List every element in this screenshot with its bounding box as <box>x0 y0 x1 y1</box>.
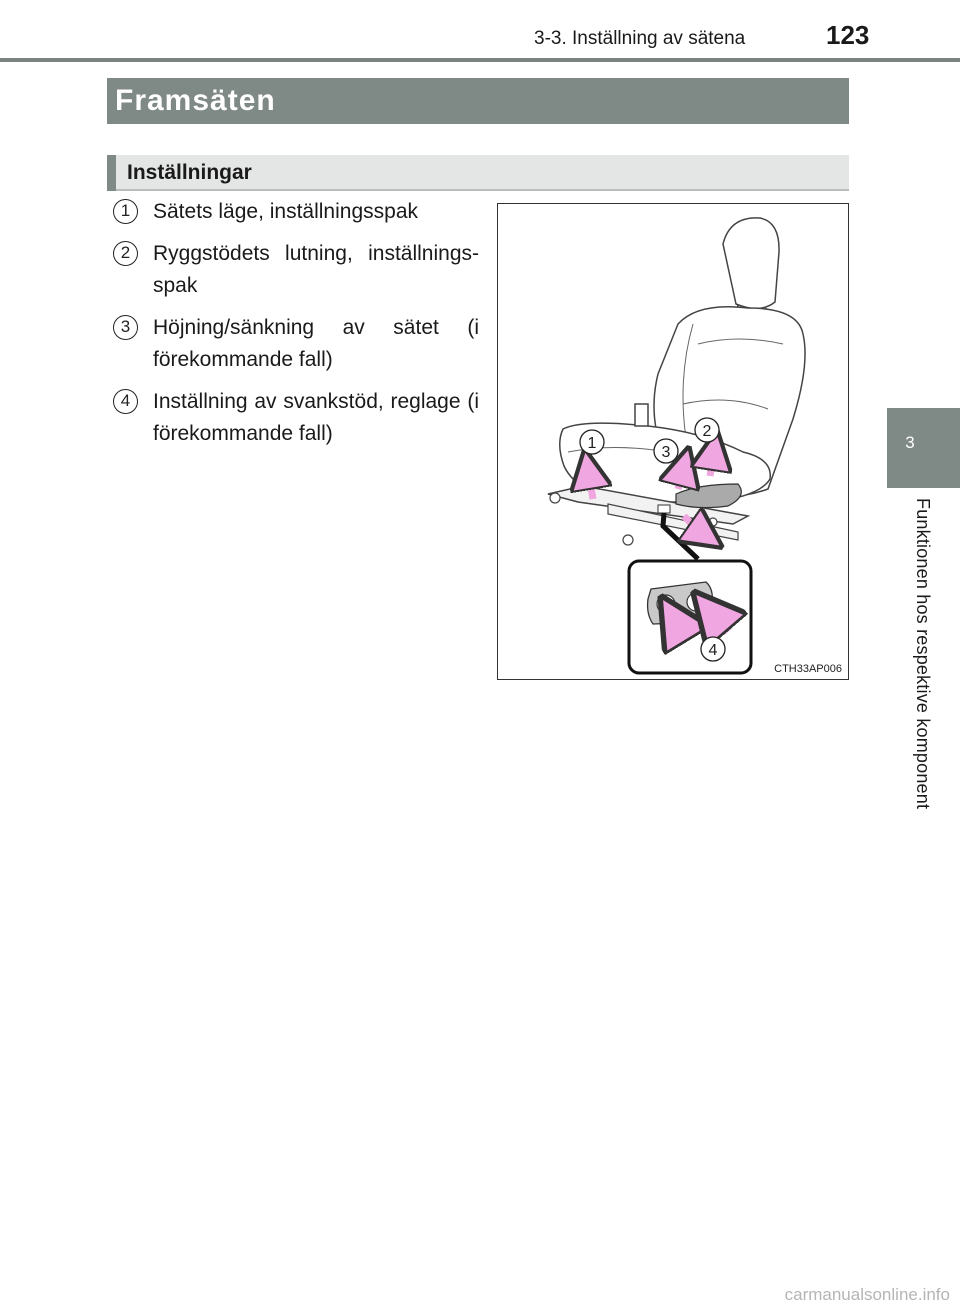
item-text: Höjning/sänkning av sätet (i förekommande fall) <box>153 316 479 371</box>
list-item <box>113 238 479 302</box>
list-item <box>113 196 479 228</box>
header-divider <box>0 58 960 62</box>
chapter-title-vertical: Funktionen hos respektive komponent <box>913 498 933 810</box>
figure-code: CTH33AP006 <box>774 663 842 675</box>
item-number-badge: 2 <box>113 241 138 266</box>
item-text: Sätets läge, inställningsspak <box>153 200 418 223</box>
headrest-shape <box>723 218 779 309</box>
item-number-badge: 1 <box>113 199 138 224</box>
callout-3 <box>654 439 678 463</box>
item-number-badge: 3 <box>113 315 138 340</box>
page-number: 123 <box>826 20 870 50</box>
seat-illustration <box>497 203 849 680</box>
callout-4 <box>701 637 725 661</box>
adjustment-list <box>113 196 479 460</box>
item-number-badge: 4 <box>113 389 138 414</box>
list-item <box>113 386 479 450</box>
chapter-tab-number: 3 <box>905 433 915 452</box>
item-text: Ryggstödets lutning, inställnings-spak <box>153 242 479 297</box>
svg-text:3: 3 <box>661 444 671 461</box>
callout-2 <box>695 418 719 442</box>
callout-1 <box>580 430 604 454</box>
svg-text:4: 4 <box>708 642 718 659</box>
list-item <box>113 312 479 376</box>
watermark: carmanualsonline.info <box>784 1285 950 1304</box>
section-title: Framsäten <box>115 84 276 117</box>
svg-text:2: 2 <box>702 423 712 440</box>
item-text: Inställning av svankstöd, reglage (i förekommande fall) <box>153 390 479 445</box>
header-section-title: 3-3. Inställning av sätena <box>534 28 746 49</box>
subsection-accent <box>107 155 116 191</box>
subsection-title: Inställningar <box>127 161 252 184</box>
svg-text:1: 1 <box>587 435 597 452</box>
seat-drawing <box>498 204 850 681</box>
